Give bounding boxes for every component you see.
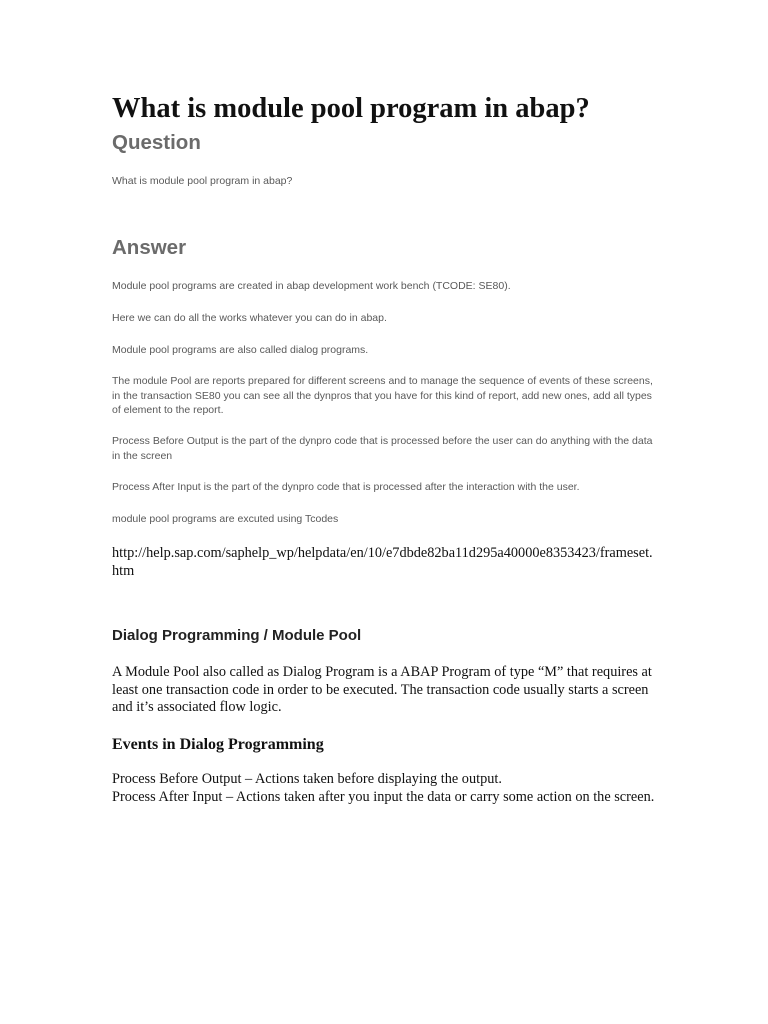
answer-paragraph-5: Process Before Output is the part of the dynpro code that is processed before the user can do anything with the data in the screen (112, 435, 653, 462)
dialog-programming-heading: Dialog Programming / Module Pool (112, 627, 362, 644)
reference-link[interactable]: http://help.sap.com/saphelp_wp/helpdata/en/10/e7dbde82ba11d295a40000e8353423/frameset.htm (112, 545, 653, 579)
event-line-pbo: Process Before Output – Actions taken before displaying the output. (112, 771, 502, 787)
question-heading: Question (112, 131, 201, 154)
question-text: What is module pool program in abap? (112, 175, 293, 187)
answer-paragraph-7: module pool programs are excuted using Tcodes (112, 513, 339, 525)
page-title: What is module pool program in abap? (112, 93, 590, 124)
answer-paragraph-3: Module pool programs are also called dialog programs. (112, 344, 369, 356)
answer-paragraph-4: The module Pool are reports prepared for different screens and to manage the sequence of events of these screens, in the transaction SE80 you can see all the dynpros that you have for this kind of report, add new ones, add all types of element to the report. (112, 375, 653, 416)
answer-paragraph-1: Module pool programs are created in abap development work bench (TCODE: SE80). (112, 280, 511, 292)
dialog-programming-paragraph: A Module Pool also called as Dialog Program is a ABAP Program of type “M” that requires at least one transaction code in order to be executed. The transaction code usually starts a screen and it’s associated flow logic. (112, 664, 652, 715)
event-line-pai: Process After Input – Actions taken after you input the data or carry some action on the screen. (112, 788, 655, 805)
events-heading: Events in Dialog Programming (112, 736, 324, 753)
answer-paragraph-6: Process After Input is the part of the dynpro code that is processed after the interaction with the user. (112, 481, 580, 493)
events-list (112, 771, 657, 806)
answer-heading: Answer (112, 236, 187, 259)
answer-paragraph-2: Here we can do all the works whatever you can do in abap. (112, 312, 387, 324)
